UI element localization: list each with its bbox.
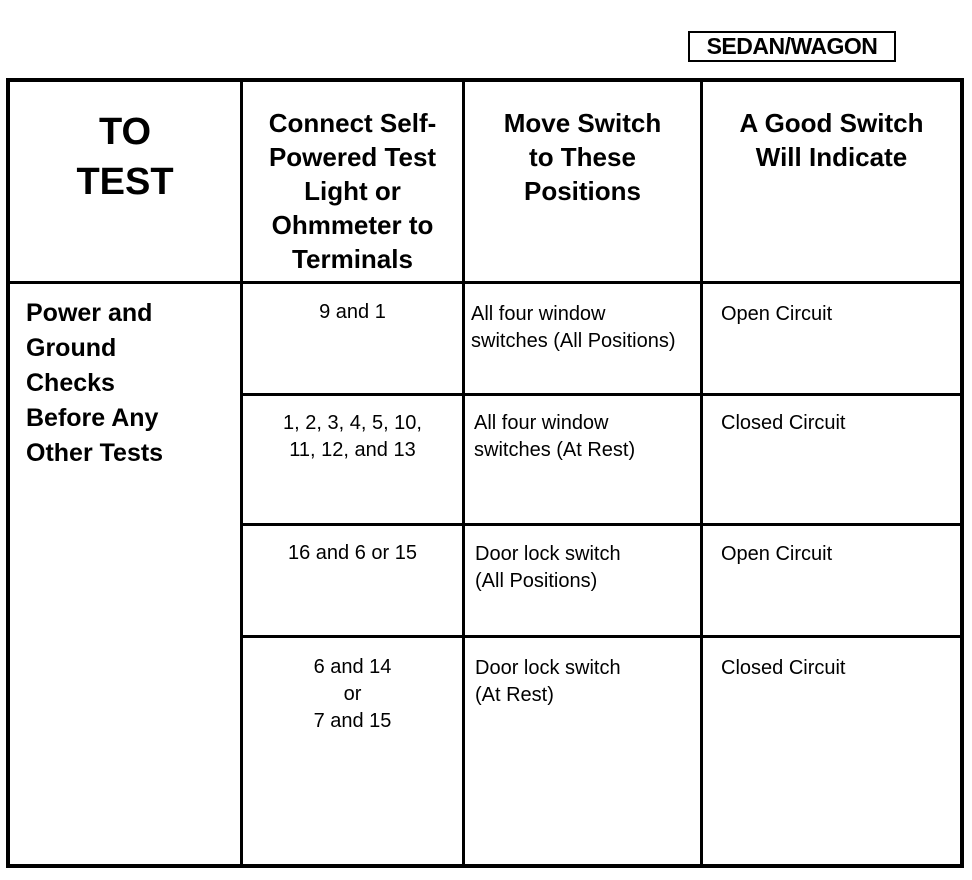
cell-line: or — [343, 683, 362, 705]
label-line: Ground — [26, 334, 117, 362]
cell-line: 6 and 14 — [313, 656, 392, 678]
cell-line: (All Positions) — [475, 570, 598, 592]
terminals-cell — [243, 654, 462, 735]
cell-line: All four window — [474, 412, 609, 434]
terminals-cell — [243, 410, 462, 464]
header-line: Terminals — [292, 244, 413, 274]
cell-line: Open Circuit — [721, 303, 833, 325]
cell-line: 7 and 15 — [313, 710, 392, 732]
label-line: Power and — [26, 299, 153, 327]
header-line: Positions — [523, 176, 641, 206]
cell-line: (At Rest) — [475, 684, 554, 706]
positions-cell — [475, 655, 621, 709]
cell-line: switches (All Positions) — [471, 330, 676, 352]
header-positions — [465, 82, 700, 309]
header-line: Powered Test — [268, 142, 437, 172]
label-line: Checks — [26, 369, 115, 397]
header-indicate — [703, 82, 960, 309]
header-line: to These — [529, 142, 636, 172]
header-line: Light or — [304, 176, 401, 206]
cell-line: Door lock switch — [475, 657, 621, 679]
row-divider — [240, 393, 960, 396]
cell-line: Door lock switch — [475, 543, 621, 565]
positions-cell — [474, 410, 635, 464]
row-divider — [240, 635, 960, 638]
label-line: Before Any — [26, 404, 159, 432]
sedan-wagon-badge: SEDAN/WAGON — [688, 31, 896, 62]
result-cell — [721, 410, 845, 437]
header-line: TO — [98, 111, 152, 153]
positions-cell — [475, 541, 621, 595]
header-line: A Good Switch — [739, 108, 924, 138]
header-terminals — [243, 82, 462, 309]
header-to-test — [10, 82, 240, 310]
cell-line: Closed Circuit — [721, 657, 846, 679]
terminals-cell — [243, 299, 462, 326]
cell-line: 1, 2, 3, 4, 5, 10, — [283, 412, 422, 434]
label-line: Other Tests — [26, 439, 164, 467]
switch-test-table — [6, 78, 964, 868]
cell-line: Closed Circuit — [721, 412, 846, 434]
cell-line: 9 and 1 — [319, 301, 386, 323]
cell-line: 16 and 6 or 15 — [288, 542, 417, 564]
result-cell — [721, 541, 832, 568]
header-line: Move Switch — [503, 108, 662, 138]
row-divider — [240, 523, 960, 526]
positions-cell — [471, 301, 676, 355]
header-line: Will Indicate — [755, 142, 908, 172]
terminals-cell — [243, 540, 462, 567]
header-line: TEST — [76, 161, 174, 203]
result-cell — [721, 301, 832, 328]
to-test-label — [26, 296, 236, 471]
cell-line: 11, 12, and 13 — [289, 439, 416, 461]
header-line: Connect Self- — [268, 108, 437, 138]
header-line: Ohmmeter to — [271, 210, 434, 240]
cell-line: switches (At Rest) — [474, 439, 636, 461]
cell-line: Open Circuit — [721, 543, 833, 565]
cell-line: All four window — [471, 303, 606, 325]
result-cell — [721, 655, 845, 682]
